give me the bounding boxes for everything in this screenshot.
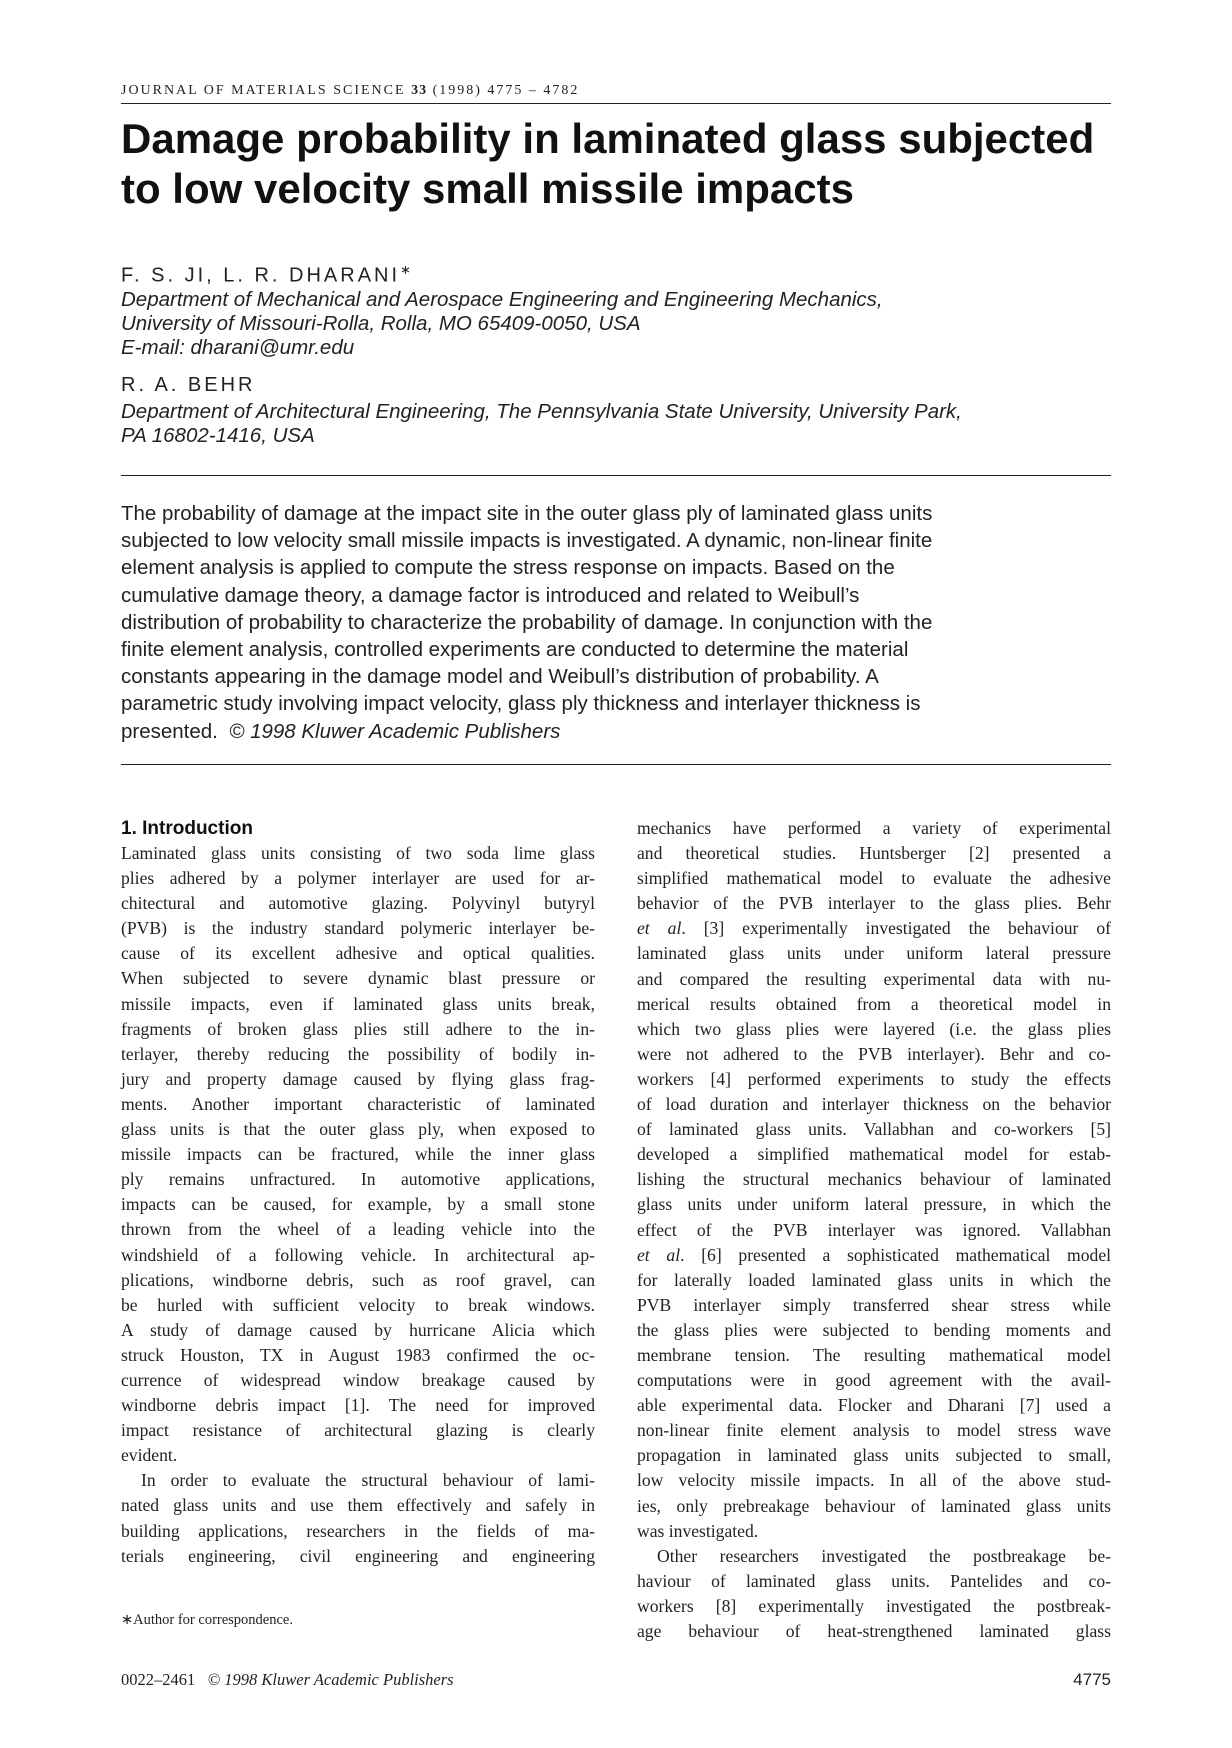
page-number: 4775 bbox=[1073, 1670, 1111, 1689]
body-line: able experimental data. Flocker and Dharani [7] used a bbox=[637, 1395, 1111, 1416]
body-line: of laminated glass units. Vallabhan and co-workers [5] bbox=[637, 1119, 1111, 1140]
body-line: Other researchers investigated the postbreakage be- bbox=[657, 1545, 1111, 1566]
body-line: were not adhered to the PVB interlayer). Behr and co- bbox=[637, 1043, 1111, 1064]
body-line: windshield of a following vehicle. In architectural ap- bbox=[121, 1244, 595, 1265]
footnote: ∗Author for correspondence. bbox=[121, 1612, 293, 1628]
abstract bbox=[121, 500, 1111, 745]
body-line: nated glass units and use them effectively and safely in bbox=[121, 1495, 595, 1516]
body-line: laminated glass units under uniform lateral pressure bbox=[637, 943, 1111, 964]
author-names-text: R. A. BEHR bbox=[121, 374, 256, 396]
body-line: which two glass plies were layered (i.e. the glass plies bbox=[637, 1018, 1111, 1039]
title-line: to low velocity small missile impacts bbox=[121, 165, 854, 212]
body-line: evident. bbox=[121, 1445, 178, 1466]
body-line: When subjected to severe dynamic blast pressure or bbox=[121, 968, 595, 989]
corresponding-author-mark: ∗ bbox=[400, 262, 411, 277]
body-line: PVB interlayer simply transferred shear stress while bbox=[637, 1294, 1111, 1315]
body-line: low velocity missile impacts. In all of the above stud- bbox=[637, 1470, 1111, 1491]
header-rule bbox=[121, 103, 1111, 104]
body-line: workers [8] experimentally investigated the postbreak- bbox=[637, 1595, 1111, 1616]
body-line: ments. Another important characteristic of laminated bbox=[121, 1093, 595, 1114]
body-line: and theoretical studies. Huntsberger [2] presented a bbox=[637, 843, 1111, 864]
footer-issn-copyright bbox=[121, 1670, 454, 1690]
body-line: glass units is that the outer glass ply, when exposed to bbox=[121, 1119, 595, 1140]
journal-year-pages: (1998) 4775 – 4782 bbox=[432, 83, 580, 98]
abstract-last-text: presented. bbox=[121, 719, 218, 743]
author-names-1 bbox=[121, 262, 1121, 288]
affiliation-line: Department of Architectural Engineering, The Pennsylvania State University, University Park, bbox=[121, 400, 962, 423]
body-line: computations were in good agreement with the avail- bbox=[637, 1370, 1111, 1391]
body-line: workers [4] performed experiments to study the effects bbox=[637, 1068, 1111, 1089]
abstract-line: The probability of damage at the impact site in the outer glass ply of laminated glass units bbox=[121, 502, 933, 525]
affiliation-2 bbox=[121, 400, 1131, 448]
body-line: the glass plies were subjected to bending moments and bbox=[637, 1319, 1111, 1340]
body-line: currence of widespread window breakage caused by bbox=[121, 1369, 595, 1390]
paper-title bbox=[121, 114, 1121, 214]
abstract-line: cumulative damage theory, a damage factor is introduced and related to Weibull’s bbox=[121, 583, 860, 607]
body-line: age behaviour of heat-strengthened laminated glass bbox=[637, 1621, 1111, 1641]
affiliation-line: Department of Mechanical and Aerospace Engineering and Engineering Mechanics, bbox=[121, 288, 883, 311]
right-column bbox=[637, 816, 1111, 1644]
body-line: thrown from the wheel of a leading vehicle into the bbox=[121, 1219, 595, 1240]
body-line: plies adhered by a polymer interlayer are used for ar- bbox=[121, 868, 595, 889]
body-line: propagation in laminated glass units subjected to small, bbox=[637, 1445, 1111, 1466]
abstract-top-rule bbox=[121, 475, 1111, 476]
abstract-copyright: © 1998 Kluwer Academic Publishers bbox=[229, 719, 561, 743]
author-email: E-mail: dharani@umr.edu bbox=[121, 336, 355, 359]
body-line: membrane tension. The resulting mathematical model bbox=[637, 1344, 1111, 1365]
affiliation-1 bbox=[121, 288, 1131, 360]
affiliation-line: University of Missouri-Rolla, Rolla, MO 65409-0050, USA bbox=[121, 312, 641, 335]
body-line: glass units under uniform lateral pressure, in which the bbox=[637, 1194, 1111, 1215]
affiliation-line: PA 16802-1416, USA bbox=[121, 424, 315, 447]
abstract-line: distribution of probability to characterize the probability of damage. In conjunction with the bbox=[121, 610, 933, 634]
body-line bbox=[637, 1243, 1111, 1268]
body-line: be hurled with sufficient velocity to break windows. bbox=[121, 1294, 595, 1315]
body-line: In order to evaluate the structural behaviour of lami- bbox=[141, 1470, 595, 1491]
body-line: windborne debris impact [1]. The need for improved bbox=[121, 1395, 595, 1416]
body-line: non-linear finite element analysis to model stress wave bbox=[637, 1420, 1111, 1441]
abstract-line-last bbox=[121, 718, 1111, 745]
body-line: A study of damage caused by hurricane Alicia which bbox=[121, 1319, 595, 1340]
body-line: effect of the PVB interlayer was ignored. Vallabhan bbox=[637, 1219, 1111, 1240]
body-line bbox=[637, 916, 1111, 941]
body-line: and compared the resulting experimental data with nu- bbox=[637, 968, 1111, 989]
body-line: plications, windborne debris, such as roof gravel, can bbox=[121, 1269, 595, 1290]
author-names-text: F. S. JI, L. R. DHARANI bbox=[121, 264, 401, 287]
running-head bbox=[121, 83, 1111, 99]
body-line: chitectural and automotive glazing. Polyvinyl butyryl bbox=[121, 893, 595, 914]
abstract-line: constants appearing in the damage model and Weibull’s distribution of probability. A bbox=[121, 665, 879, 689]
abstract-bottom-rule bbox=[121, 764, 1111, 765]
body-line: behavior of the PVB interlayer to the glass plies. Behr bbox=[637, 893, 1111, 914]
body-line: missile impacts can be fractured, while the inner glass bbox=[121, 1144, 595, 1165]
body-line: jury and property damage caused by flying glass frag- bbox=[121, 1068, 595, 1089]
body-line: building applications, researchers in the fields of ma- bbox=[121, 1520, 595, 1541]
section-heading: 1. Introduction bbox=[121, 818, 253, 839]
body-line: (PVB) is the industry standard polymeric interlayer be- bbox=[121, 918, 595, 939]
title-line: Damage probability in laminated glass subjected bbox=[121, 115, 1095, 162]
body-line: simplified mathematical model to evaluate the adhesive bbox=[637, 868, 1111, 889]
issn: 0022–2461 bbox=[121, 1670, 196, 1689]
author-names-2 bbox=[121, 374, 1121, 397]
body-line: was investigated. bbox=[637, 1520, 759, 1541]
journal-volume: 33 bbox=[411, 83, 428, 98]
body-line: of load duration and interlayer thickness on the behavior bbox=[637, 1094, 1111, 1115]
et-al: et al bbox=[637, 1244, 681, 1265]
left-column bbox=[121, 816, 595, 1569]
body-line: terlayer, thereby reducing the possibility of bodily in- bbox=[121, 1043, 595, 1064]
body-line: terials engineering, civil engineering and engineering bbox=[121, 1545, 595, 1566]
body-line: missile impacts, even if laminated glass units break, bbox=[121, 993, 595, 1014]
abstract-line: parametric study involving impact velocity, glass ply thickness and interlayer thickness is bbox=[121, 692, 921, 716]
body-line: fragments of broken glass plies still adhere to the in- bbox=[121, 1018, 595, 1039]
abstract-line: finite element analysis, controlled experiments are conducted to determine the material bbox=[121, 638, 909, 662]
footer-copyright: © 1998 Kluwer Academic Publishers bbox=[207, 1670, 454, 1689]
body-line: merical results obtained from a theoretical model in bbox=[637, 993, 1111, 1014]
body-line: Laminated glass units consisting of two soda lime glass bbox=[121, 843, 595, 863]
body-line: impacts can be caused, for example, by a small stone bbox=[121, 1194, 595, 1215]
body-line: impact resistance of architectural glazing is clearly bbox=[121, 1420, 595, 1441]
body-line: lishing the structural mechanics behaviour of laminated bbox=[637, 1169, 1111, 1190]
body-line: mechanics have performed a variety of experimental bbox=[637, 818, 1111, 838]
body-line: ply remains unfractured. In automotive applications, bbox=[121, 1169, 595, 1190]
body-line: cause of its excellent adhesive and optical qualities. bbox=[121, 943, 595, 964]
abstract-line: element analysis is applied to compute the stress response on impacts. Based on the bbox=[121, 556, 895, 580]
body-line: ies, only prebreakage behaviour of laminated glass units bbox=[637, 1495, 1111, 1516]
body-line: struck Houston, TX in August 1983 confirmed the oc- bbox=[121, 1344, 595, 1365]
body-line: haviour of laminated glass units. Pantelides and co- bbox=[637, 1570, 1111, 1591]
body-line: developed a simplified mathematical model for estab- bbox=[637, 1144, 1111, 1165]
body-line-text: . [6] presented a sophisticated mathematical model bbox=[680, 1244, 1112, 1265]
journal-name: JOURNAL OF MATERIALS SCIENCE bbox=[121, 83, 406, 98]
abstract-line: subjected to low velocity small missile impacts is investigated. A dynamic, non-linear finite bbox=[121, 529, 933, 553]
body-line: for laterally loaded laminated glass units in which the bbox=[637, 1269, 1111, 1290]
et-al: et al bbox=[637, 918, 682, 939]
body-line-text: . [3] experimentally investigated the behaviour of bbox=[681, 918, 1112, 939]
